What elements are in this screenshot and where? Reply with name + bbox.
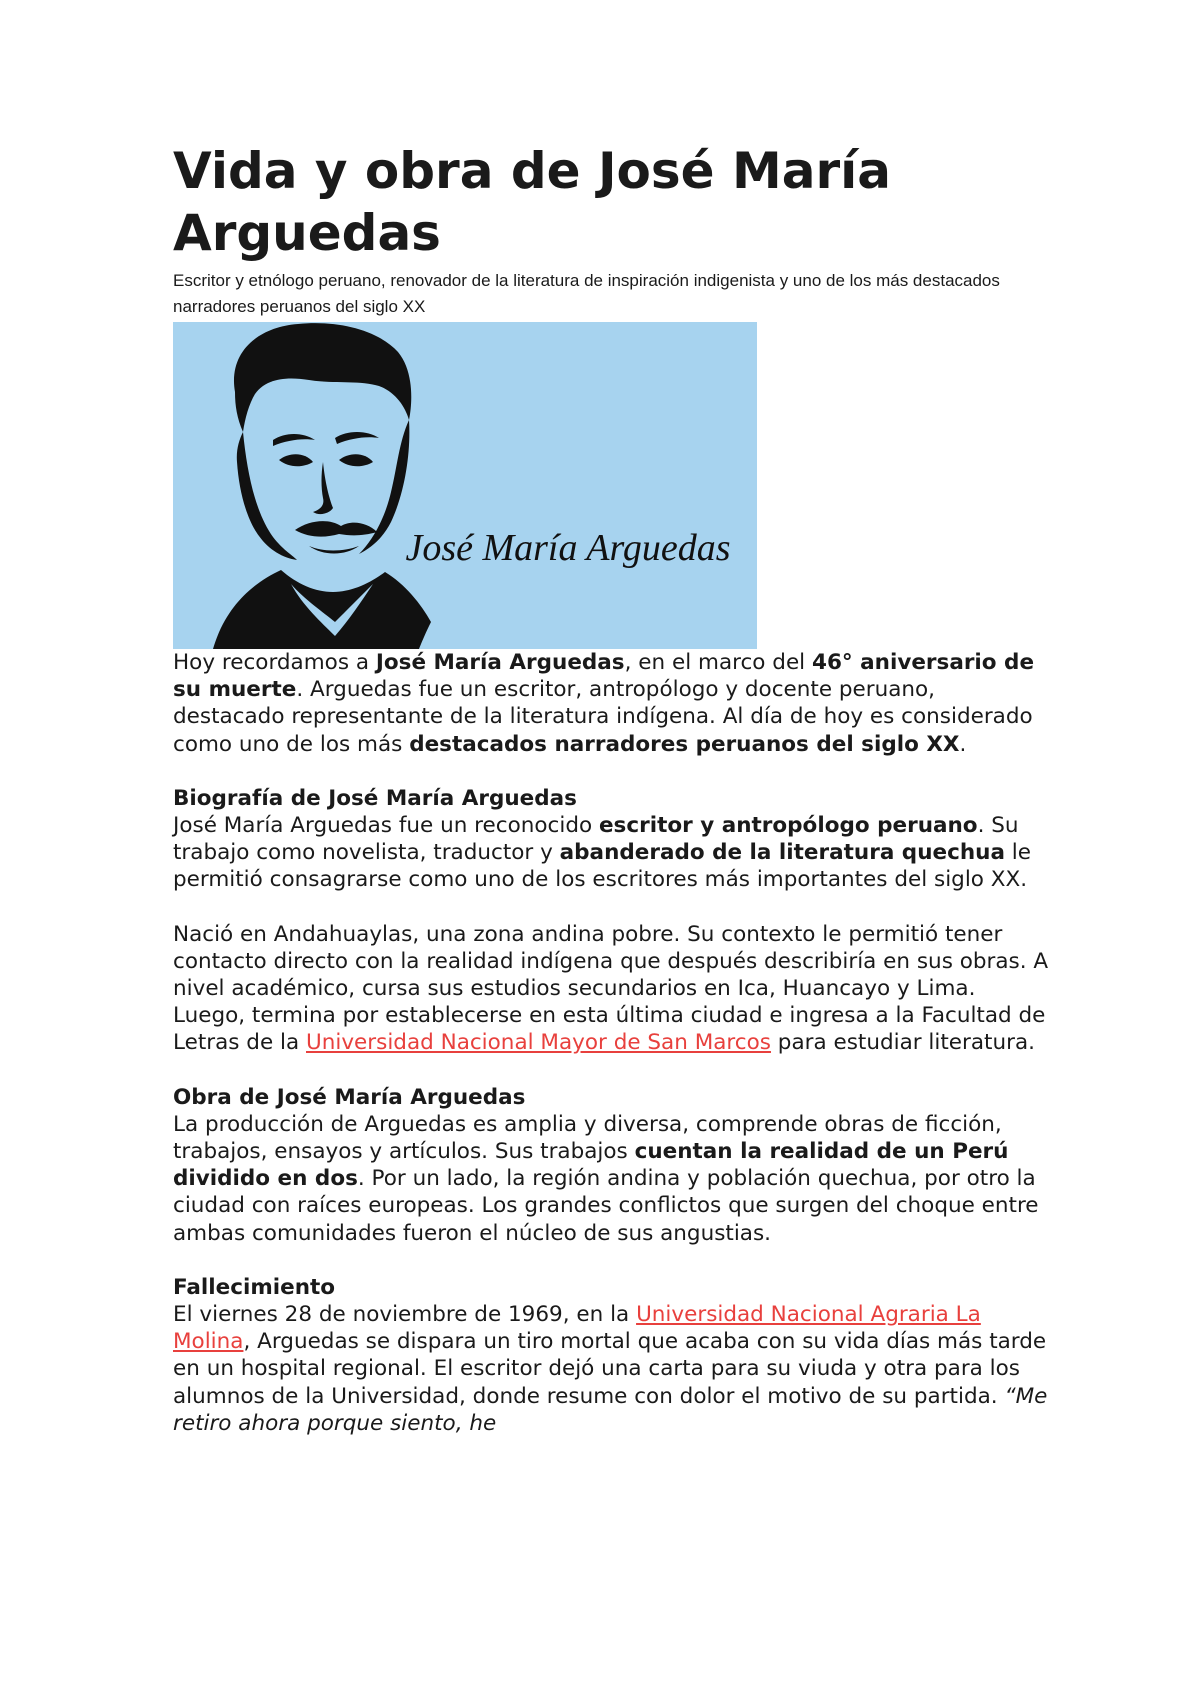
biografia-paragraph-1: José María Arguedas fue un reconocido escritor y antropólogo peruano. Su trabajo como novelista, traductor y abanderado de la literatura quechua le permitió consagrarse como uno de los escritores más importantes del siglo XX. (173, 813, 1031, 893)
portrait-silhouette-icon (213, 323, 431, 649)
link-universidad-san-marcos[interactable]: Universidad Nacional Mayor de San Marcos (306, 1030, 771, 1056)
document-page (173, 140, 1053, 1437)
fallecimiento-heading: Fallecimiento (173, 1274, 336, 1300)
portrait-image (173, 322, 757, 649)
obra-paragraph: La producción de Arguedas es amplia y diversa, comprende obras de ficción, trabajos, ensayos y artículos. Sus trabajos cuentan la realidad de un Perú dividido en dos. Por un lado, la región andina y población quechua, por otro la ciudad con raíces europeas. Los grandes conflictos que surgen del choque entre ambas comunidades fueron el núcleo de sus angustias. (173, 1111, 1039, 1246)
link-universidad-agraria[interactable]: Universidad Nacional Agraria La Molina (173, 1302, 981, 1355)
page-subtitle: Escritor y etnólogo peruano, renovador de la literatura de inspiración indigenista y uno de los más destacados narradores peruanos del siglo XX (173, 271, 1000, 316)
portrait-signature: José María Arguedas (405, 527, 731, 569)
obra-heading: Obra de José María Arguedas (173, 1084, 526, 1110)
biografia-paragraph-2: Nació en Andahuaylas, una zona andina pobre. Su contexto le permitió tener contacto directo con la realidad indígena que después describiría en sus obras. A nivel académico, cursa sus estudios secundarios en Ica, Huancayo y Lima. Luego, termina por establecerse en esta última ciudad e ingresa a la Facultad de Letras de la Universidad Nacional Mayor de San Marcos para estudiar literatura. (173, 921, 1049, 1056)
fallecimiento-paragraph: El viernes 28 de noviembre de 1969, en la Universidad Nacional Agraria La Molina, Arguedas se dispara un tiro mortal que acaba con su vida días más tarde en un hospital regional. El escritor dejó una carta para su viuda y otra para los alumnos de la Universidad, donde resume con dolor el motivo de su partida. “Me retiro ahora porque siento, he (173, 1302, 1048, 1436)
biografia-heading: Biografía de José María Arguedas (173, 785, 577, 811)
intro-paragraph: Hoy recordamos a José María Arguedas, en el marco del 46° aniversario de su muerte. Arguedas fue un escritor, antropólogo y docente peruano, destacado representante de la literatura indígena. Al día de hoy es considerado como uno de los más destacados narradores peruanos del siglo XX. (173, 650, 1035, 757)
page-title: Vida y obra de José María Arguedas (173, 142, 892, 262)
